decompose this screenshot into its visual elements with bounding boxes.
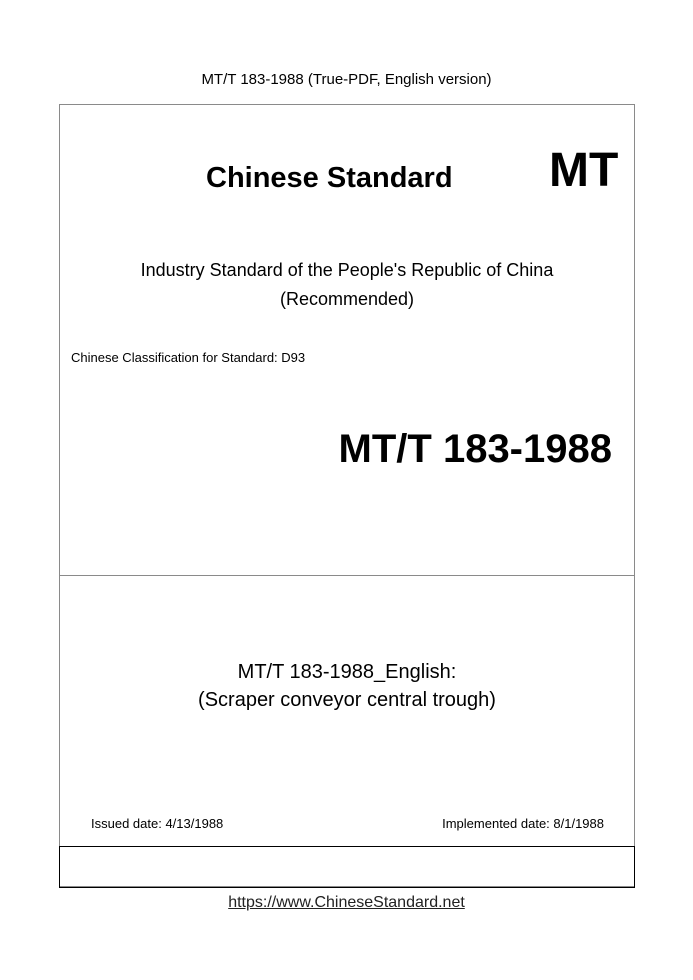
standard-heading: Chinese Standard (206, 162, 453, 194)
website-link[interactable]: https://www.ChineseStandard.net (228, 894, 465, 911)
english-title-line: MT/T 183-1988_English: (237, 661, 457, 683)
implemented-date: Implemented date: 8/1/1988 (442, 816, 604, 831)
recommended-label: (Recommended) (279, 289, 415, 309)
industry-standard-line: Industry Standard of the People's Republic of China (140, 260, 554, 280)
page-header-title: MT/T 183-1988 (True-PDF, English version) (201, 71, 492, 88)
english-subtitle-line: (Scraper conveyor central trough) (198, 689, 496, 711)
classification-text: Chinese Classification for Standard: D93 (71, 350, 306, 365)
bottom-empty-box (59, 846, 635, 888)
document-number: MT/T 183-1988 (338, 427, 612, 471)
standard-code: MT (549, 144, 619, 197)
cover-frame (59, 104, 635, 887)
issued-date: Issued date: 4/13/1988 (91, 816, 224, 831)
section-divider (60, 575, 634, 576)
